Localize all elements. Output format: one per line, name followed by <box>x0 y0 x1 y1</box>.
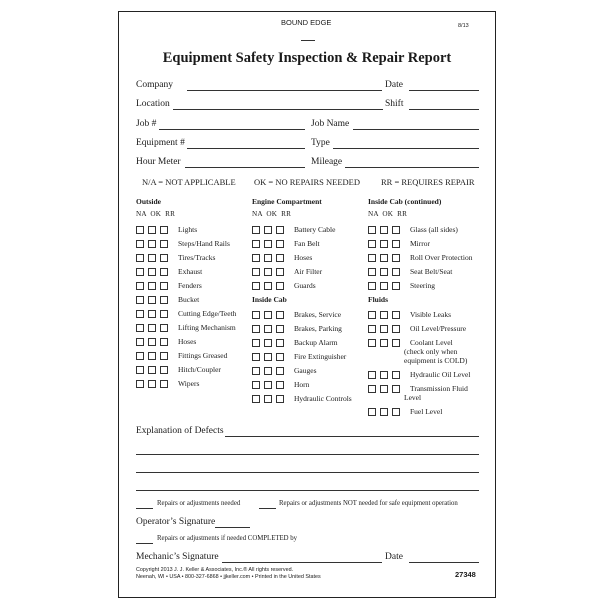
na-checkbox[interactable] <box>136 366 144 374</box>
rr-checkbox[interactable] <box>392 325 400 333</box>
checklist-item <box>368 280 435 291</box>
checklist-item <box>252 393 352 404</box>
rr-checkbox[interactable] <box>276 339 284 347</box>
ok-checkbox[interactable] <box>148 296 156 304</box>
section-title-inside-cab: Inside Cab <box>252 295 287 304</box>
item-label: Horn <box>294 380 310 389</box>
page-title: Equipment Safety Inspection & Repair Report <box>162 50 452 66</box>
na-checkbox[interactable] <box>252 325 260 333</box>
rr-checkbox[interactable] <box>160 296 168 304</box>
ok-checkbox[interactable] <box>264 325 272 333</box>
rr-checkbox[interactable] <box>392 385 400 393</box>
date-field[interactable] <box>409 90 479 91</box>
mechanic-date-field[interactable] <box>409 562 479 563</box>
explanation-line-4[interactable] <box>136 490 479 491</box>
rr-checkbox[interactable] <box>160 254 168 262</box>
item-label: Coolant Level <box>410 338 453 347</box>
ok-checkbox[interactable] <box>264 226 272 234</box>
na-checkbox[interactable] <box>252 367 260 375</box>
item-label: Guards <box>294 281 316 290</box>
explanation-line-1[interactable] <box>225 436 479 437</box>
item-label: Roll Over Protection <box>410 253 473 262</box>
rr-checkbox[interactable] <box>160 380 168 388</box>
ok-checkbox[interactable] <box>380 282 388 290</box>
item-label: Fenders <box>178 281 202 290</box>
na-checkbox[interactable] <box>368 240 376 248</box>
na-checkbox[interactable] <box>136 282 144 290</box>
checklist-item <box>252 224 335 235</box>
rr-checkbox[interactable] <box>276 226 284 234</box>
na-checkbox[interactable] <box>136 226 144 234</box>
section-title-outside: Outside <box>136 197 162 206</box>
mileage-label: Mileage <box>311 157 343 167</box>
form-version: 8/13 <box>458 23 469 29</box>
completed-label: Repairs or adjustments if needed COMPLETED by <box>157 535 298 542</box>
shift-label: Shift <box>385 99 404 109</box>
ok-checkbox[interactable] <box>264 339 272 347</box>
ok-checkbox[interactable] <box>148 282 156 290</box>
ok-checkbox[interactable] <box>380 385 388 393</box>
checklist-item <box>252 266 322 277</box>
rr-checkbox[interactable] <box>276 381 284 389</box>
mechanic-date-label: Date <box>385 552 403 562</box>
company-label: Company <box>136 80 173 90</box>
date-label: Date <box>385 80 403 90</box>
na-checkbox[interactable] <box>368 254 376 262</box>
column-headers-engine <box>252 210 291 218</box>
rr-checkbox[interactable] <box>160 268 168 276</box>
ok-checkbox[interactable] <box>148 366 156 374</box>
item-label: Fuel Level <box>410 407 443 416</box>
section-title-inside-cab-cont: Inside Cab (continued) <box>368 197 442 206</box>
item-label: Wipers <box>178 379 200 388</box>
repairs-not-needed-label: Repairs or adjustments NOT needed for safe equipment operation <box>279 500 458 507</box>
na-checkbox[interactable] <box>136 352 144 360</box>
ok-checkbox[interactable] <box>380 371 388 379</box>
checklist-item <box>136 224 197 235</box>
item-label: Hydraulic Oil Level <box>410 370 471 379</box>
na-checkbox[interactable] <box>136 268 144 276</box>
checklist-item <box>368 309 451 320</box>
footer-copyright: Copyright 2013 J. J. Keller & Associates, Inc.® All rights reserved. <box>136 567 294 573</box>
rr-checkbox[interactable] <box>276 353 284 361</box>
company-field[interactable] <box>187 90 382 91</box>
na-checkbox[interactable] <box>252 353 260 361</box>
ok-checkbox[interactable] <box>264 254 272 262</box>
header-rr: RR <box>397 210 408 218</box>
rr-checkbox[interactable] <box>392 311 400 319</box>
ok-checkbox[interactable] <box>148 268 156 276</box>
na-checkbox[interactable] <box>252 311 260 319</box>
rr-checkbox[interactable] <box>160 338 168 346</box>
rr-checkbox[interactable] <box>160 310 168 318</box>
na-checkbox[interactable] <box>368 339 376 347</box>
na-checkbox[interactable] <box>368 311 376 319</box>
rr-checkbox[interactable] <box>160 240 168 248</box>
completed-blank[interactable] <box>136 543 153 544</box>
item-label: Glass (all sides) <box>410 225 458 234</box>
section-title-fluids: Fluids <box>368 295 389 304</box>
header-ok: OK <box>266 210 278 218</box>
na-checkbox[interactable] <box>252 282 260 290</box>
mechanic-signature-field[interactable] <box>222 562 382 563</box>
item-label: Fan Belt <box>294 239 320 248</box>
legend-ok: OK = NO REPAIRS NEEDED <box>254 177 361 187</box>
checklist-item <box>252 379 309 390</box>
job-number-label: Job # <box>136 119 157 129</box>
ok-checkbox[interactable] <box>380 339 388 347</box>
hour-meter-field[interactable] <box>185 167 305 168</box>
shift-field[interactable] <box>409 109 479 110</box>
checklist-item <box>368 266 452 277</box>
ok-checkbox[interactable] <box>264 381 272 389</box>
item-label: Battery Cable <box>294 225 336 234</box>
bound-edge-mark <box>301 40 315 41</box>
location-label: Location <box>136 99 170 109</box>
checklist-item <box>252 238 320 249</box>
repairs-needed-blank[interactable] <box>136 508 153 509</box>
ok-checkbox[interactable] <box>380 311 388 319</box>
checklist-item <box>368 406 442 417</box>
rr-checkbox[interactable] <box>160 226 168 234</box>
item-label: Hoses <box>178 337 197 346</box>
ok-checkbox[interactable] <box>148 324 156 332</box>
item-label: Visible Leaks <box>410 310 451 319</box>
item-label: Lifting Mechanism <box>178 323 236 332</box>
item-label: Gauges <box>294 366 317 375</box>
rr-checkbox[interactable] <box>160 352 168 360</box>
na-checkbox[interactable] <box>252 395 260 403</box>
section-title-engine: Engine Compartment <box>252 197 322 206</box>
header-ok: OK <box>382 210 394 218</box>
repairs-not-needed-blank[interactable] <box>259 508 276 509</box>
checklist-item <box>136 350 227 361</box>
checklist-item <box>368 224 458 235</box>
na-checkbox[interactable] <box>252 339 260 347</box>
ok-checkbox[interactable] <box>264 311 272 319</box>
na-checkbox[interactable] <box>252 254 260 262</box>
na-checkbox[interactable] <box>136 380 144 388</box>
item-label: Fire Extinguisher <box>294 352 347 361</box>
bound-edge-label: BOUND EDGE <box>281 18 332 27</box>
na-checkbox[interactable] <box>136 310 144 318</box>
na-checkbox[interactable] <box>136 296 144 304</box>
item-label: Seat Belt/Seat <box>410 267 453 276</box>
checklist-item <box>136 308 236 319</box>
rr-checkbox[interactable] <box>276 240 284 248</box>
explanation-line-3[interactable] <box>136 472 479 473</box>
na-checkbox[interactable] <box>368 325 376 333</box>
rr-checkbox[interactable] <box>160 282 168 290</box>
checklist-item <box>136 280 202 291</box>
type-label: Type <box>311 138 330 148</box>
checklist-item <box>252 280 316 291</box>
rr-checkbox[interactable] <box>392 268 400 276</box>
checklist-item <box>252 323 342 334</box>
na-checkbox[interactable] <box>136 338 144 346</box>
column-headers-outside <box>136 210 175 218</box>
ok-checkbox[interactable] <box>264 282 272 290</box>
rr-checkbox[interactable] <box>392 371 400 379</box>
item-label: Transmission Fluid <box>410 384 468 393</box>
ok-checkbox[interactable] <box>148 254 156 262</box>
item-label: Steering <box>410 281 435 290</box>
ok-checkbox[interactable] <box>380 240 388 248</box>
na-checkbox[interactable] <box>252 381 260 389</box>
checklist-item <box>368 252 473 263</box>
header-na: NA <box>368 210 379 218</box>
item-label: Brakes, Parking <box>294 324 342 333</box>
transmission-line-2: Level <box>404 393 422 402</box>
checklist-item <box>252 252 312 263</box>
checklist-item <box>136 238 230 249</box>
checklist-item <box>136 364 221 375</box>
ok-checkbox[interactable] <box>148 352 156 360</box>
checklist-item <box>136 294 199 305</box>
item-label: Hoses <box>294 253 313 262</box>
rr-checkbox[interactable] <box>392 282 400 290</box>
ok-checkbox[interactable] <box>148 380 156 388</box>
job-name-field[interactable] <box>353 129 479 130</box>
checklist-item <box>136 322 236 333</box>
checklist-item <box>136 252 215 263</box>
operator-signature-field[interactable] <box>215 527 250 528</box>
operator-signature-label: Operator’s Signature <box>136 517 216 527</box>
na-checkbox[interactable] <box>136 240 144 248</box>
job-number-field[interactable] <box>159 129 305 130</box>
form-number: 27348 <box>455 570 476 579</box>
ok-checkbox[interactable] <box>380 268 388 276</box>
ok-checkbox[interactable] <box>380 408 388 416</box>
item-label: Steps/Hand Rails <box>178 239 230 248</box>
checklist-item <box>252 365 317 376</box>
item-label: Cutting Edge/Teeth <box>178 309 237 318</box>
na-checkbox[interactable] <box>368 385 376 393</box>
na-checkbox[interactable] <box>136 324 144 332</box>
checklist-item <box>136 266 202 277</box>
rr-checkbox[interactable] <box>276 254 284 262</box>
na-checkbox[interactable] <box>368 282 376 290</box>
header-ok: OK <box>150 210 162 218</box>
rr-checkbox[interactable] <box>276 311 284 319</box>
header-na: NA <box>136 210 147 218</box>
na-checkbox[interactable] <box>252 226 260 234</box>
checklist-item <box>252 337 338 348</box>
rr-checkbox[interactable] <box>276 282 284 290</box>
coolant-note-line-1: (check only when <box>404 347 458 356</box>
type-field[interactable] <box>333 148 479 149</box>
ok-checkbox[interactable] <box>148 240 156 248</box>
ok-checkbox[interactable] <box>264 240 272 248</box>
ok-checkbox[interactable] <box>380 325 388 333</box>
item-label: Tires/Tracks <box>178 253 216 262</box>
repairs-needed-label: Repairs or adjustments needed <box>157 500 241 507</box>
na-checkbox[interactable] <box>252 268 260 276</box>
rr-checkbox[interactable] <box>392 254 400 262</box>
item-label: Lights <box>178 225 198 234</box>
item-label: Air Filter <box>294 267 323 276</box>
rr-checkbox[interactable] <box>276 395 284 403</box>
item-label: Exhaust <box>178 267 203 276</box>
mechanic-signature-label: Mechanic’s Signature <box>136 552 219 562</box>
ok-checkbox[interactable] <box>380 254 388 262</box>
item-label: Oil Level/Pressure <box>410 324 467 333</box>
item-label: Backup Alarm <box>294 338 338 347</box>
ok-checkbox[interactable] <box>148 226 156 234</box>
checklist-item <box>136 336 196 347</box>
header-na: NA <box>252 210 263 218</box>
header-rr: RR <box>281 210 292 218</box>
rr-checkbox[interactable] <box>276 268 284 276</box>
ok-checkbox[interactable] <box>264 353 272 361</box>
checklist-item <box>136 378 199 389</box>
ok-checkbox[interactable] <box>264 395 272 403</box>
item-label: Bucket <box>178 295 200 304</box>
ok-checkbox[interactable] <box>148 338 156 346</box>
explanation-label: Explanation of Defects <box>136 426 224 436</box>
location-field[interactable] <box>173 109 383 110</box>
na-checkbox[interactable] <box>136 254 144 262</box>
legend-rr: RR = REQUIRES REPAIR <box>381 177 475 187</box>
na-checkbox[interactable] <box>368 371 376 379</box>
na-checkbox[interactable] <box>252 240 260 248</box>
rr-checkbox[interactable] <box>160 366 168 374</box>
hour-meter-label: Hour Meter <box>136 157 181 167</box>
column-headers-inside-cab-cont <box>368 210 407 218</box>
checklist-item <box>368 323 466 334</box>
rr-checkbox[interactable] <box>392 226 400 234</box>
job-name-label: Job Name <box>311 119 350 129</box>
coolant-note-line-2: equipment is COLD) <box>404 356 468 365</box>
header-rr: RR <box>165 210 176 218</box>
na-checkbox[interactable] <box>368 226 376 234</box>
item-label: Mirror <box>410 239 430 248</box>
rr-checkbox[interactable] <box>392 240 400 248</box>
rr-checkbox[interactable] <box>276 325 284 333</box>
rr-checkbox[interactable] <box>392 339 400 347</box>
rr-checkbox[interactable] <box>392 408 400 416</box>
checklist-item <box>252 309 341 320</box>
equipment-number-field[interactable] <box>187 148 305 149</box>
item-label: Brakes, Service <box>294 310 342 319</box>
ok-checkbox[interactable] <box>264 367 272 375</box>
na-checkbox[interactable] <box>368 268 376 276</box>
ok-checkbox[interactable] <box>264 268 272 276</box>
equipment-number-label: Equipment # <box>136 138 185 148</box>
footer-address: Neenah, WI • USA • 800-327-6868 • jjkeller.com • Printed in the United States <box>136 574 321 580</box>
ok-checkbox[interactable] <box>380 226 388 234</box>
item-label: Hydraulic Controls <box>294 394 352 403</box>
legend-na: N/A = NOT APPLICABLE <box>142 177 236 187</box>
item-label: Fittings Greased <box>178 351 228 360</box>
mileage-field[interactable] <box>345 167 479 168</box>
checklist-item <box>368 238 430 249</box>
inspection-form <box>118 11 496 598</box>
explanation-line-2[interactable] <box>136 454 479 455</box>
rr-checkbox[interactable] <box>276 367 284 375</box>
checklist-item <box>252 351 346 362</box>
rr-checkbox[interactable] <box>160 324 168 332</box>
na-checkbox[interactable] <box>368 408 376 416</box>
item-label: Hitch/Coupler <box>178 365 221 374</box>
ok-checkbox[interactable] <box>148 310 156 318</box>
checklist-item <box>368 369 470 380</box>
